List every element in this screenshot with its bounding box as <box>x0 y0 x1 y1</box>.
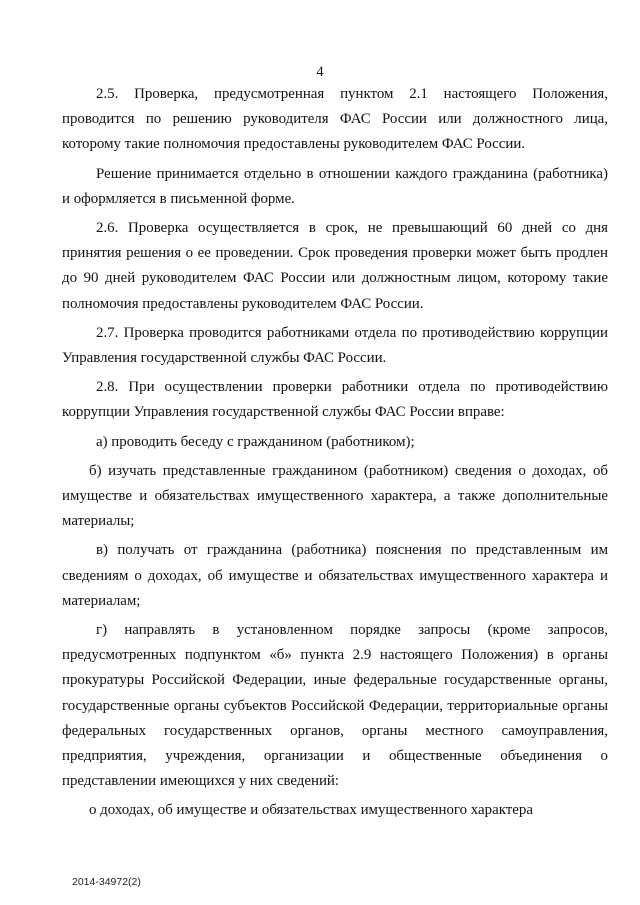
paragraph-2-6: 2.6. Проверка осуществляется в срок, не превышающий 60 дней со дня принятия решения о ее проведении. Срок проведения проверки может быть продлен до 90 дней руководителем ФАС России или должностным лицом, которому такие полномочия предоставлены руководителем ФАС России. <box>62 220 608 312</box>
list-item-g-sub: о доходах, об имуществе и обязательствах имущественного характера <box>89 802 533 819</box>
list-item-g: г) направлять в установленном порядке запросы (кроме запросов, предусмотренных подпунктом «б» пункта 2.9 настоящего Положения) в органы прокуратуры Российской Федерации, иные федеральные государственные органы, государственные органы субъектов Российской Федерации, территориальные органы федеральных государственных органов, органы местного самоуправления, предприятия, учреждения, организации и общественные объединения о представлении имеющихся у них сведений: <box>62 622 608 790</box>
paragraph-2-5-decision: Решение принимается отдельно в отношении каждого гражданина (работника) и оформляется в письменной форме. <box>62 165 608 207</box>
paragraph-2-5: 2.5. Проверка, предусмотренная пунктом 2.1 настоящего Положения, проводится по решению руководителя ФАС России или должностного лица, которому такие полномочия предоставлены руководителем ФАС России. <box>62 86 608 153</box>
paragraph-2-7: 2.7. Проверка проводится работниками отдела по противодействию коррупции Управления государственной службы ФАС России. <box>62 324 608 367</box>
paragraph-2-8: 2.8. При осуществлении проверки работники отдела по противодействию коррупции Управления государственной службы ФАС России вправе: <box>62 379 608 421</box>
list-item-a: а) проводить беседу с гражданином (работником); <box>96 433 415 450</box>
page-number: 4 <box>316 64 324 80</box>
list-item-b: б) изучать представленные гражданином (работником) сведения о доходах, об имуществе и обязательствах имущественного характера, а также дополнительные материалы; <box>62 462 608 530</box>
document-code-footer: 2014-34972(2) <box>72 876 141 888</box>
document-body <box>62 82 608 828</box>
list-item-v: в) получать от гражданина (работника) пояснения по представленным им сведениям о доходах, об имуществе и обязательствах имущественного характера и материалам; <box>62 542 608 609</box>
